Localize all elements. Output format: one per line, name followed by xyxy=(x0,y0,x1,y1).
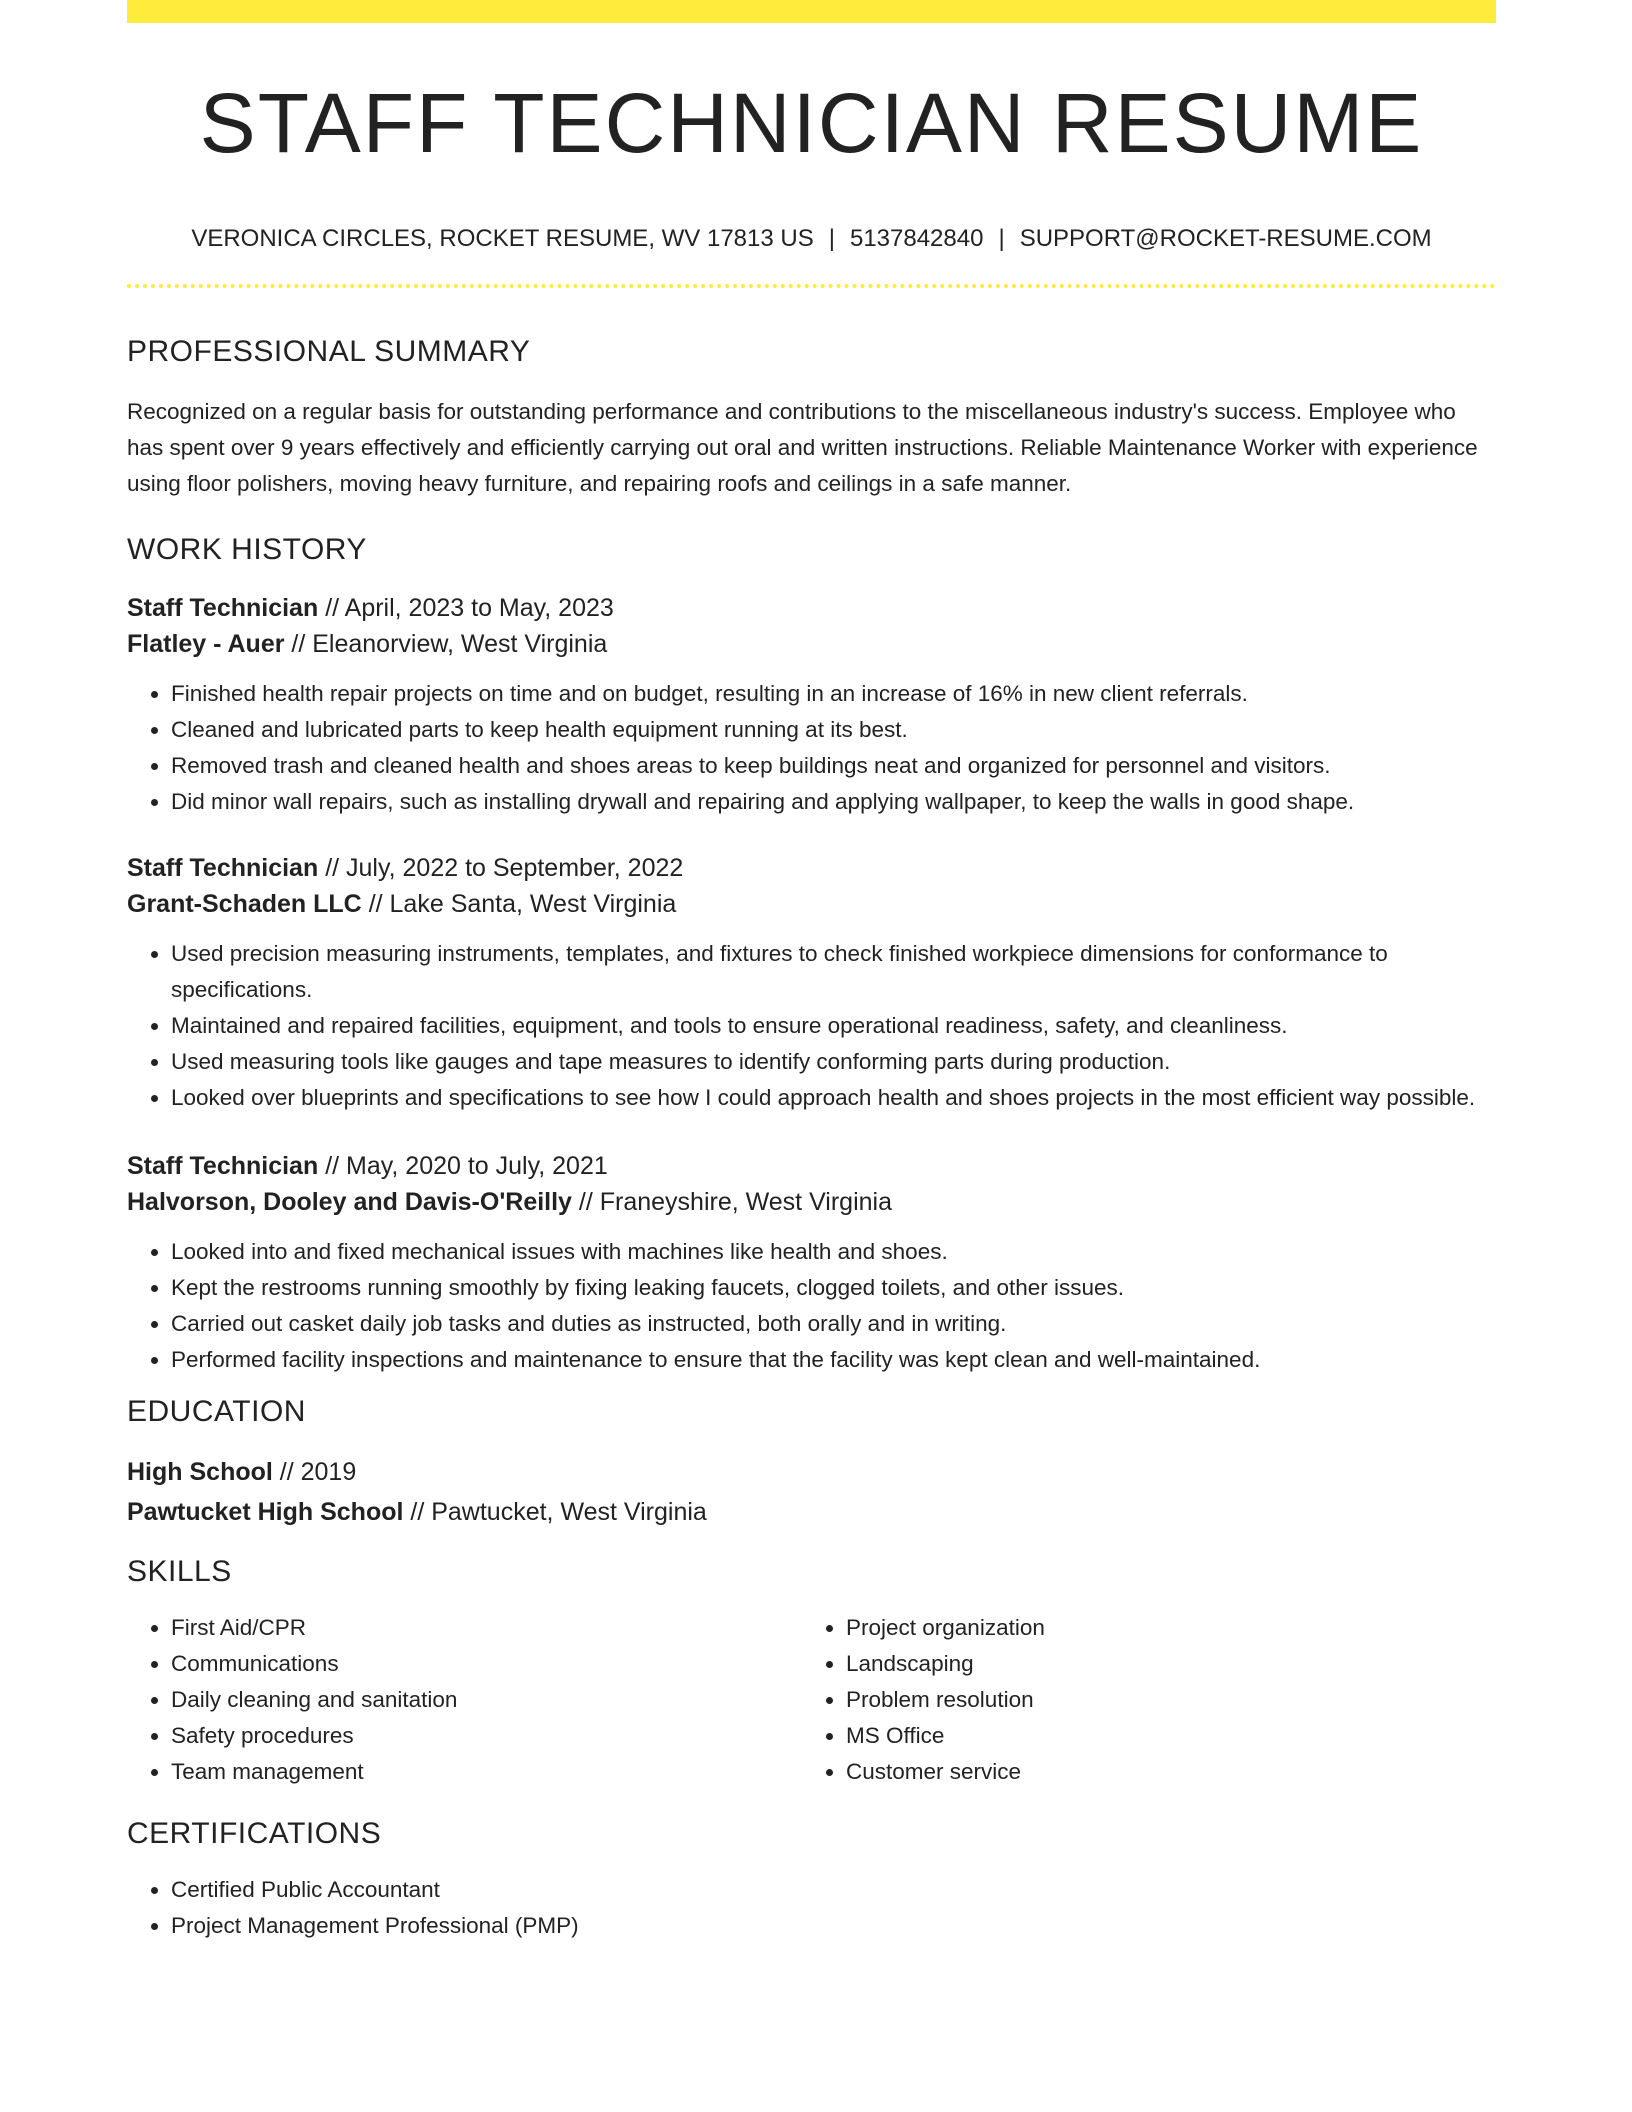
job-title: Staff Technician xyxy=(127,854,319,882)
education-year: // 2019 xyxy=(272,1458,357,1486)
resume-page xyxy=(127,0,1496,1944)
skill-item: • Daily cleaning and sanitation xyxy=(171,1682,802,1718)
job-company-line xyxy=(127,626,1496,662)
contact-separator: | xyxy=(828,225,835,252)
job-title-line xyxy=(127,1148,1496,1184)
education-location: // Pawtucket, West Virginia xyxy=(403,1498,707,1526)
skill-item: • MS Office xyxy=(846,1718,1045,1754)
job-bullet: • Looked into and fixed mechanical issues with machines like health and shoes. xyxy=(171,1234,1496,1270)
job-bullet: • Finished health repair projects on time and on budget, resulting in an increase of 16% in new client referrals. xyxy=(171,676,1496,712)
job-location: // Franeyshire, West Virginia xyxy=(571,1188,893,1216)
resume-title: STAFF TECHNICIAN RESUME xyxy=(199,76,1424,170)
job-title: Staff Technician xyxy=(127,1152,319,1180)
job-company-line xyxy=(127,886,1496,922)
job-dates: // May, 2020 to July, 2021 xyxy=(318,1152,608,1180)
job-title-line xyxy=(127,850,1496,886)
job-dates: // April, 2023 to May, 2023 xyxy=(318,594,614,622)
summary-heading: PROFESSIONAL SUMMARY xyxy=(127,335,531,368)
summary-text: Recognized on a regular basis for outstanding performance and contributions to the miscellaneous industry's success. Employee who has spent over 9 years effectively and efficiently carrying out oral and written instructions. Reliable Maintenance Worker with experience using floor polishers, moving heavy furniture, and repairing roofs and ceilings in a safe manner. xyxy=(127,399,1478,496)
skill-item: • Landscaping xyxy=(846,1646,1045,1682)
job-title-line xyxy=(127,590,1496,626)
skill-item: • Safety procedures xyxy=(171,1718,802,1754)
education-school-line xyxy=(127,1492,1496,1532)
skills-column-right xyxy=(802,1610,1045,1790)
job-bullet: • Removed trash and cleaned health and shoes areas to keep buildings neat and organized for personnel and visitors. xyxy=(171,748,1496,784)
job-bullet: • Did minor wall repairs, such as installing drywall and repairing and applying wallpaper, to keep the walls in good shape. xyxy=(171,784,1496,820)
job-bullet: • Looked over blueprints and specifications to see how I could approach health and shoes projects in the most efficient way possible. xyxy=(171,1080,1496,1116)
certifications-heading: CERTIFICATIONS xyxy=(127,1817,382,1850)
skill-item: • First Aid/CPR xyxy=(171,1610,802,1646)
skills-column-left xyxy=(127,1610,802,1790)
job-bullet: • Used precision measuring instruments, templates, and fixtures to check finished workpiece dimensions for conformance to specifications. xyxy=(171,936,1496,1008)
job-bullets xyxy=(127,1234,1496,1378)
job-bullet: • Carried out casket daily job tasks and duties as instructed, both orally and in writing. xyxy=(171,1306,1496,1342)
education-degree: High School xyxy=(127,1458,273,1486)
job-entry xyxy=(127,850,1496,1116)
contact-line xyxy=(127,223,1496,255)
skill-item: • Communications xyxy=(171,1646,802,1682)
job-bullet: • Used measuring tools like gauges and tape measures to identify conforming parts during production. xyxy=(171,1044,1496,1080)
skills-heading: SKILLS xyxy=(127,1555,232,1588)
work-history-heading: WORK HISTORY xyxy=(127,533,367,566)
job-bullet: • Kept the restrooms running smoothly by fixing leaking faucets, clogged toilets, and other issues. xyxy=(171,1270,1496,1306)
job-bullets xyxy=(127,936,1496,1116)
education-school: Pawtucket High School xyxy=(127,1498,404,1526)
job-company: Halvorson, Dooley and Davis-O'Reilly xyxy=(127,1188,572,1216)
job-dates: // July, 2022 to September, 2022 xyxy=(318,854,684,882)
contact-address: VERONICA CIRCLES, ROCKET RESUME, WV 17813 US xyxy=(191,225,814,252)
contact-phone: 5137842840 xyxy=(849,225,984,252)
job-company-line xyxy=(127,1184,1496,1220)
education-heading: EDUCATION xyxy=(127,1395,306,1428)
job-entry xyxy=(127,590,1496,820)
job-location: // Lake Santa, West Virginia xyxy=(361,890,677,918)
certification-item: • Certified Public Accountant xyxy=(171,1872,1496,1908)
contact-separator: | xyxy=(998,225,1005,252)
skill-item: • Project organization xyxy=(846,1610,1045,1646)
skills-list xyxy=(127,1610,1496,1790)
job-bullet: • Cleaned and lubricated parts to keep health equipment running at its best. xyxy=(171,712,1496,748)
skill-item: • Customer service xyxy=(846,1754,1045,1790)
job-title: Staff Technician xyxy=(127,594,319,622)
job-bullets xyxy=(127,676,1496,820)
skill-item: • Problem resolution xyxy=(846,1682,1045,1718)
job-company: Grant-Schaden LLC xyxy=(127,890,362,918)
job-location: // Eleanorview, West Virginia xyxy=(284,630,608,658)
job-bullet: • Performed facility inspections and maintenance to ensure that the facility was kept clean and well-maintained. xyxy=(171,1342,1496,1378)
certification-item: • Project Management Professional (PMP) xyxy=(171,1908,1496,1944)
accent-bar xyxy=(127,0,1496,23)
contact-email: SUPPORT@ROCKET-RESUME.COM xyxy=(1019,225,1432,252)
education-entry xyxy=(127,1452,1496,1532)
certifications-list xyxy=(127,1872,1496,1944)
education-degree-line xyxy=(127,1452,1496,1492)
skill-item: • Team management xyxy=(171,1754,802,1790)
job-entry xyxy=(127,1148,1496,1378)
job-company: Flatley - Auer xyxy=(127,630,285,658)
dotted-divider xyxy=(127,284,1496,288)
job-bullet: • Maintained and repaired facilities, equipment, and tools to ensure operational readiness, safety, and cleanliness. xyxy=(171,1008,1496,1044)
